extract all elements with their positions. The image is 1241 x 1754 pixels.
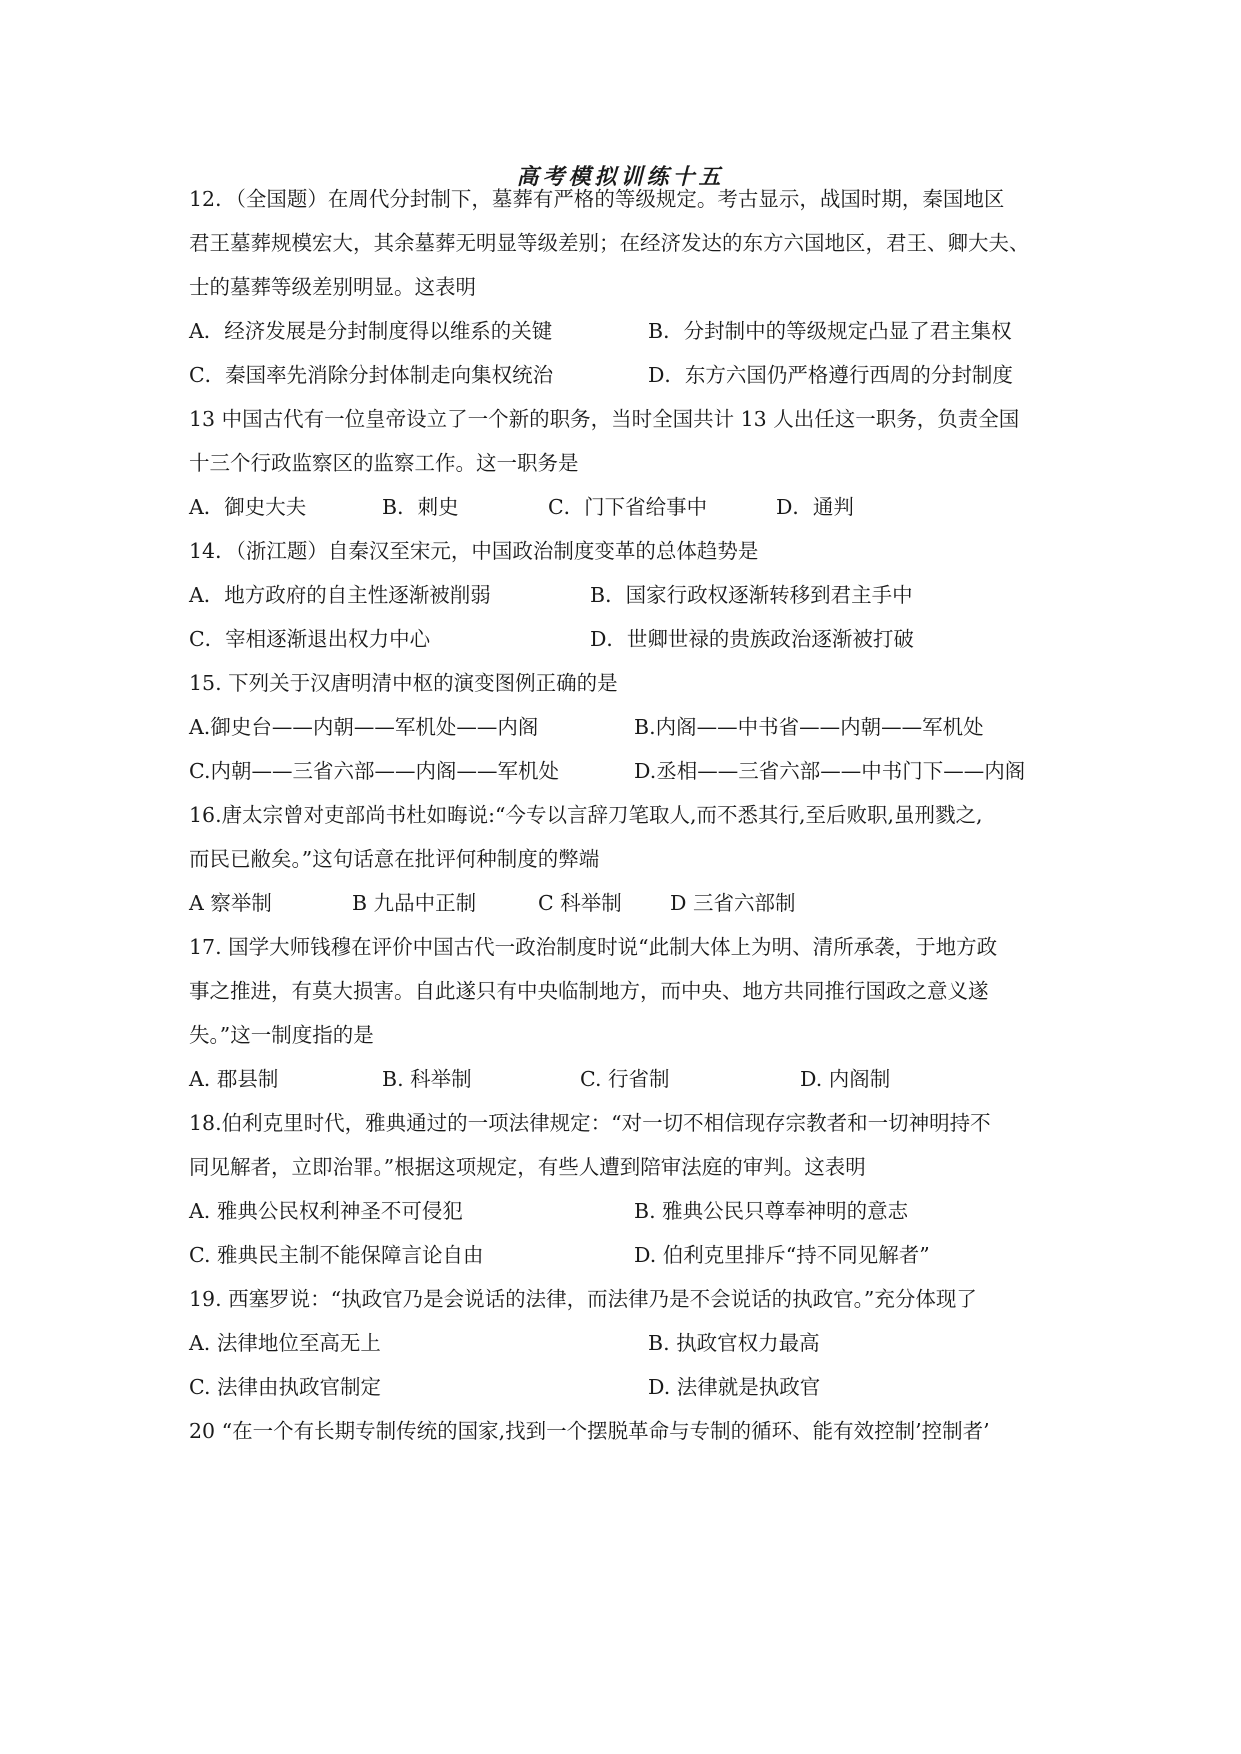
q16-option-a: A 察举制 [189, 891, 272, 915]
q14-stem-line-1: 14．（浙江题）自秦汉至宋元，中国政治制度变革的总体趋势是 [189, 539, 759, 563]
q14-option-a: A．地方政府的自主性逐渐被削弱 [189, 583, 491, 607]
q16-option-d: D 三省六部制 [670, 891, 796, 915]
q12-stem-line-1: 12．（全国题）在周代分封制下，墓葬有严格的等级规定。考古显示，战国时期，秦国地区 [189, 187, 1005, 211]
q20-stem-line-1: 20 “在一个有长期专制传统的国家,找到一个摆脱革命与专制的循环、能有效控制’控制者’ [189, 1419, 990, 1443]
q12-stem-line-3: 士的墓葬等级差别明显。这表明 [189, 275, 476, 299]
q14-option-b: B．国家行政权逐渐转移到君主手中 [590, 583, 913, 607]
q19-stem-line-1: 19. 西塞罗说：“执政官乃是会说话的法律，而法律乃是不会说话的执政官。”充分体现了 [189, 1287, 977, 1311]
q13-option-b: B．刺史 [382, 495, 459, 519]
q17-stem-line-2: 事之推进，有莫大损害。自此遂只有中央临制地方，而中央、地方共同推行国政之意义遂 [189, 979, 989, 1003]
q13-stem-line-2: 十三个行政监察区的监察工作。这一职务是 [189, 451, 579, 475]
q18-stem-line-1: 18.伯利克里时代，雅典通过的一项法律规定：“对一切不相信现存宗教者和一切神明持不 [189, 1111, 991, 1135]
q19-option-a: A. 法律地位至高无上 [189, 1331, 381, 1355]
q12-option-c: C．秦国率先消除分封体制走向集权统治 [189, 363, 554, 387]
q18-option-b: B. 雅典公民只尊奉神明的意志 [634, 1199, 909, 1223]
q12-option-d: D．东方六国仍严格遵行西周的分封制度 [648, 363, 1013, 387]
q16-stem-line-2: 而民已敝矣。”这句话意在批评何种制度的弊端 [189, 847, 600, 871]
q16-option-b: B 九品中正制 [352, 891, 477, 915]
q18-option-d: D. 伯利克里排斥“持不同见解者” [634, 1243, 930, 1267]
q12-option-b: B．分封制中的等级规定凸显了君主集权 [648, 319, 1012, 343]
q15-option-b: B.内阁——中书省——内朝——军机处 [634, 715, 984, 739]
q18-stem-line-2: 同见解者，立即治罪。”根据这项规定，有些人遭到陪审法庭的审判。这表明 [189, 1155, 866, 1179]
q18-option-a: A. 雅典公民权利神圣不可侵犯 [189, 1199, 463, 1223]
q12-option-a: A．经济发展是分封制度得以维系的关键 [189, 319, 553, 343]
q13-stem-line-1: 13 中国古代有一位皇帝设立了一个新的职务，当时全国共计 13 人出任这一职务，负责全国 [189, 407, 1020, 431]
q17-stem-line-3: 失。”这一制度指的是 [189, 1023, 374, 1047]
q12-stem-line-2: 君王墓葬规模宏大，其余墓葬无明显等级差别；在经济发达的东方六国地区，君王、卿大夫、 [189, 231, 1030, 255]
q19-option-d: D. 法律就是执政官 [648, 1375, 821, 1399]
q17-option-d: D. 内阁制 [800, 1067, 891, 1091]
q19-option-c: C. 法律由执政官制定 [189, 1375, 381, 1399]
q17-option-a: A. 郡县制 [189, 1067, 279, 1091]
q13-option-d: D．通判 [776, 495, 854, 519]
q17-option-b: B. 科举制 [382, 1067, 472, 1091]
q13-option-a: A．御史大夫 [189, 495, 307, 519]
q15-option-c: C.内朝——三省六部——内阁——军机处 [189, 759, 559, 783]
q19-option-b: B. 执政官权力最高 [648, 1331, 820, 1355]
q15-option-a: A.御史台——内朝——军机处——内阁 [189, 715, 539, 739]
q16-stem-line-1: 16.唐太宗曾对吏部尚书杜如晦说:“今专以言辞刀笔取人,而不悉其行,至后败职,虽刑戮之, [189, 803, 983, 827]
q17-option-c: C. 行省制 [580, 1067, 670, 1091]
q16-option-c: C 科举制 [538, 891, 622, 915]
q17-stem-line-1: 17. 国学大师钱穆在评价中国古代一政治制度时说“此制大体上为明、清所承袭，于地方政 [189, 935, 998, 959]
q14-option-c: C．宰相逐渐退出权力中心 [189, 627, 431, 651]
q14-option-d: D．世卿世禄的贵族政治逐渐被打破 [590, 627, 914, 651]
q15-stem-line-1: 15. 下列关于汉唐明清中枢的演变图例正确的是 [189, 671, 618, 695]
q15-option-d: D.丞相——三省六部——中书门下——内阁 [634, 759, 1026, 783]
q13-option-c: C．门下省给事中 [548, 495, 708, 519]
page-title: 高考模拟训练十五 [516, 164, 725, 190]
q18-option-c: C. 雅典民主制不能保障言论自由 [189, 1243, 484, 1267]
